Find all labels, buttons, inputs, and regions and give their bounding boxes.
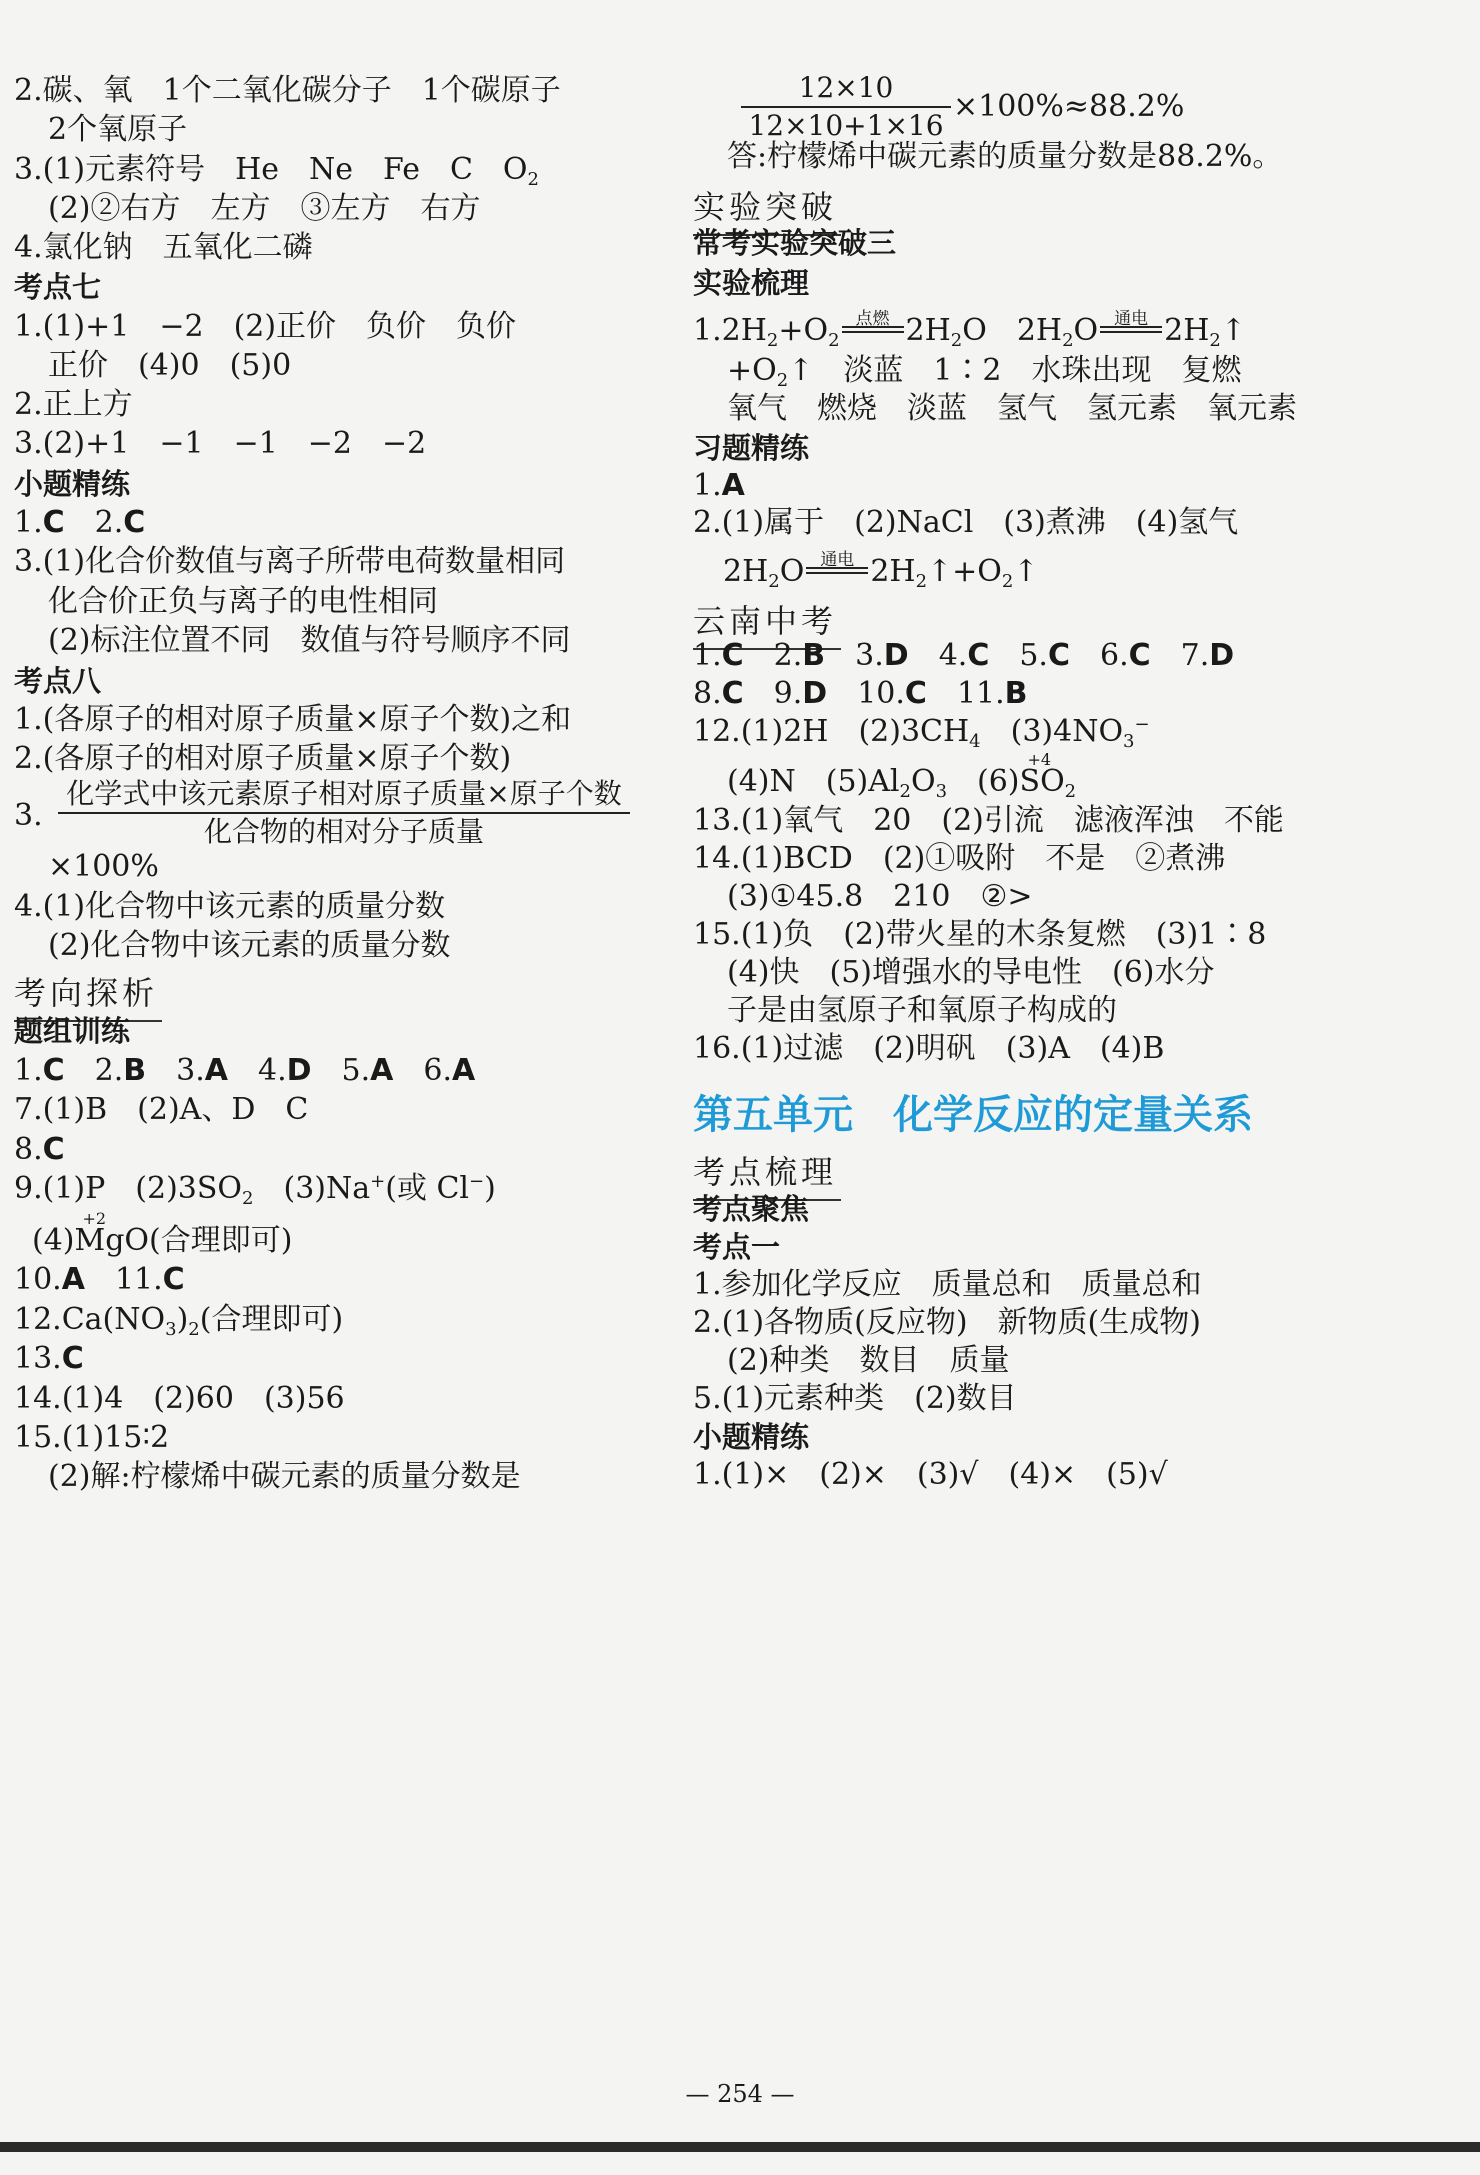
answer-line: 2个氧原子: [48, 112, 188, 147]
subscript: 2: [776, 370, 789, 391]
subscript: 3: [1123, 731, 1135, 752]
fraction-denominator: 化合物的相对分子质量: [203, 815, 484, 848]
fraction-denominator: 12×10+1×16: [748, 109, 944, 142]
answer-line: 4.(1)化合物中该元素的质量分数: [14, 889, 446, 924]
item-number: 1.: [14, 505, 43, 540]
choice-answer: C: [904, 676, 927, 711]
section-title-kaoxiang: 考向探析: [14, 968, 162, 1022]
page-number: — 254 —: [685, 2080, 795, 2108]
answer-line: [693, 713, 1150, 751]
answer-line: [14, 1340, 84, 1378]
item-number: 6.: [1100, 638, 1129, 673]
answer-text: (3)Na: [253, 1171, 371, 1206]
item-number: 7.: [1180, 638, 1210, 673]
subscript: 2: [768, 571, 780, 592]
answer-text: 1.2H: [693, 313, 767, 348]
subscript: 2: [1062, 330, 1074, 351]
item-number: 8.: [693, 676, 722, 711]
answer-text: 9.(1)P (2)3SO: [14, 1171, 243, 1206]
choice-answer: D: [802, 676, 828, 711]
answer-text: (6): [947, 764, 1020, 799]
answer-text: (或 Cl: [385, 1171, 470, 1206]
mass-fraction-formula: [58, 776, 630, 850]
reaction-arrow: [842, 309, 904, 336]
heading-practice: 小题精练: [693, 1420, 810, 1454]
valence-value: +2: [82, 1209, 107, 1228]
answer-line: 化合价正负与离子的电性相同: [48, 584, 438, 619]
answer-line: [14, 1131, 65, 1169]
answer-text: 2H: [870, 554, 916, 589]
item-number: 1.: [693, 638, 722, 673]
subscript: 2: [1064, 781, 1077, 802]
choice-answer: A: [204, 1053, 228, 1088]
answer-line: 氧气 燃烧 淡蓝 氢气 氢元素 氧元素: [727, 391, 1297, 426]
choice-answer-row: [14, 1261, 185, 1299]
answer-line: 2.正上方: [14, 387, 133, 422]
answer-line: 1.(1)× (2)× (3)√ (4)× (5)√: [693, 1457, 1168, 1492]
answer-line: 2.(1)各物质(反应物) 新物质(生成物): [693, 1305, 1201, 1340]
item-number: 3.: [176, 1053, 205, 1088]
superscript: +: [370, 1171, 386, 1192]
answer-text: 2H: [723, 554, 769, 589]
answer-text: O: [779, 554, 805, 589]
answer-line: [727, 750, 1077, 802]
answer-line: 子是由氢原子和氧原子构成的: [727, 993, 1117, 1028]
item-number: 10.: [14, 1262, 62, 1297]
choice-answer: C: [123, 505, 146, 540]
answer-line: 答:柠檬烯中碳元素的质量分数是88.2%。: [727, 139, 1283, 174]
item-number: 5.: [341, 1053, 371, 1088]
answer-line: 3.(2)+1 −1 −1 −2 −2: [14, 426, 427, 461]
item-number: 3.: [855, 638, 884, 673]
choice-answer: C: [1047, 638, 1070, 673]
reaction-condition: 通电: [1114, 309, 1149, 329]
valence-mark: [74, 1209, 293, 1260]
answer-line: 14.(1)BCD (2)①吸附 不是 ②煮沸: [693, 841, 1226, 876]
heading-exercise: 习题精练: [693, 431, 810, 465]
answer-text: ↑+O: [927, 554, 1002, 589]
answer-line: [14, 504, 145, 542]
item-number: 9.: [773, 676, 803, 711]
answer-text: ): [484, 1171, 496, 1206]
answer-line: (2)②右方 左方 ③左方 右方: [48, 191, 481, 226]
answer-line: 13.(1)氧气 20 (2)引流 滤液浑浊 不能: [693, 803, 1284, 838]
answer-line: 1.参加化学反应 质量总和 质量总和: [693, 1267, 1202, 1302]
answer-line: [727, 352, 1242, 390]
answer-line: [693, 467, 745, 505]
answer-line: 2.(1)属于 (2)NaCl (3)煮沸 (4)氢气: [693, 505, 1239, 540]
answer-line: 2.(各原子的相对原子质量×原子个数): [14, 741, 512, 776]
item-number: 1.: [693, 468, 722, 503]
choice-answer-row: [693, 637, 1234, 675]
item-number: 2.: [94, 505, 124, 540]
subscript: 3: [935, 781, 948, 802]
answer-line: 15.(1)负 (2)带火星的木条复燃 (3)1∶8: [693, 917, 1267, 952]
section-title-experiment: 实验突破: [693, 182, 841, 236]
answer-line: [32, 1209, 293, 1260]
answer-text: O 2H: [962, 313, 1063, 348]
item-number: 3.: [14, 798, 43, 833]
answer-line: (2)化合物中该元素的质量分数: [48, 928, 451, 963]
subscript: 2: [915, 571, 928, 592]
choice-answer: C: [162, 1262, 185, 1297]
choice-answer: C: [721, 638, 744, 673]
answer-line: (2)解:柠檬烯中碳元素的质量分数是: [48, 1459, 521, 1494]
subscript: 2: [527, 169, 539, 190]
choice-answer: C: [61, 1341, 84, 1376]
choice-answer-row: [693, 675, 1028, 713]
answer-text: O: [1073, 313, 1099, 348]
calc-fraction: [741, 70, 951, 144]
subscript: 2: [828, 330, 840, 351]
section-title-yunnan: 云南中考: [693, 596, 841, 650]
item-number: 6.: [423, 1053, 452, 1088]
unit-title: 第五单元 化学反应的定量关系: [693, 1091, 1253, 1138]
answer-line: 2.碳、氧 1个二氧化碳分子 1个碳原子: [14, 73, 561, 108]
item-number: 11.: [956, 676, 1005, 711]
answer-line: 4.氯化钠 五氧化二磷: [14, 230, 313, 265]
answer-text: ↑ 淡蓝 1∶2 水珠出现 复燃: [788, 353, 1242, 388]
answer-text: ↑: [1013, 554, 1039, 589]
choice-answer: D: [1209, 638, 1235, 673]
superscript: −: [469, 1171, 485, 1192]
subscript: 2: [242, 1188, 254, 1209]
section-title-kaodian: 考点梳理: [693, 1147, 841, 1201]
answer-line: 14.(1)4 (2)60 (3)56: [14, 1381, 345, 1416]
choice-answer: A: [61, 1262, 85, 1297]
answer-text: +O: [727, 353, 777, 388]
choice-answer: D: [286, 1053, 312, 1088]
reaction-condition: 通电: [820, 550, 855, 570]
choice-answer: C: [1128, 638, 1151, 673]
equation-line: [723, 550, 1039, 592]
item-number: 13.: [14, 1341, 62, 1376]
answer-line: [14, 1301, 343, 1339]
answer-text: 3.(1)元素符号 He Ne Fe C O: [14, 152, 528, 187]
choice-answer-row: [14, 1052, 475, 1090]
subscript: 4: [969, 731, 981, 752]
item-number: 2.: [94, 1053, 124, 1088]
equation-line: [693, 309, 1246, 351]
answer-line: 15.(1)15∶2: [14, 1420, 170, 1455]
choice-answer: C: [721, 676, 744, 711]
item-number: 4.: [938, 638, 968, 673]
reaction-condition: 点燃: [855, 309, 890, 329]
answer-text: 12.Ca(NO: [14, 1302, 166, 1337]
answer-text: (3)4NO: [980, 714, 1124, 749]
item-number: 4.: [258, 1053, 287, 1088]
choice-answer: D: [883, 638, 909, 673]
answer-line: (4)快 (5)增强水的导电性 (6)水分: [727, 955, 1215, 990]
item-number: 1.: [14, 1053, 43, 1088]
item-number: 8.: [14, 1132, 43, 1167]
choice-answer: C: [967, 638, 990, 673]
subscript: 2: [766, 330, 779, 351]
answer-line: ×100%: [48, 849, 159, 884]
superscript: −: [1134, 714, 1150, 735]
item-number: 11.: [114, 1262, 163, 1297]
heading-experiment-3: 常考实验突破三: [693, 226, 897, 260]
reaction-arrow: [806, 550, 868, 577]
choice-answer: C: [42, 1053, 65, 1088]
choice-answer: B: [802, 638, 826, 673]
answer-text: (4)N (5)Al: [727, 764, 900, 799]
answer-text: +O: [778, 313, 829, 348]
answer-line: 1.(1)+1 −2 (2)正价 负价 负价: [14, 309, 517, 344]
answer-text: 2H: [905, 313, 951, 348]
item-number: 5.: [1019, 638, 1048, 673]
item-number: 2.: [773, 638, 803, 673]
answer-line: ×100%≈88.2%: [953, 89, 1185, 124]
choice-answer: B: [1004, 676, 1028, 711]
answer-line: (2)种类 数目 质量: [727, 1343, 1010, 1378]
heading-group-training: 题组训练: [14, 1014, 131, 1048]
choice-answer: A: [721, 468, 745, 503]
subscript: 2: [1209, 330, 1221, 351]
fraction-numerator: 12×10: [798, 71, 894, 104]
choice-answer: A: [452, 1053, 476, 1088]
fraction-numerator: 化学式中该元素原子相对原子质量×原子个数: [66, 777, 622, 810]
subscript: 2: [950, 330, 963, 351]
heading-focus: 考点聚焦: [693, 1192, 810, 1226]
answer-text: ↑: [1220, 313, 1246, 348]
heading-kaodian-8: 考点八: [14, 664, 102, 698]
answer-line: (3)①45.8 210 ②>: [727, 879, 1033, 914]
answer-line: 16.(1)过滤 (2)明矾 (3)A (4)B: [693, 1031, 1165, 1066]
valence-value: +4: [1027, 750, 1052, 769]
answer-text: 2H: [1164, 313, 1210, 348]
answer-line: 5.(1)元素种类 (2)数目: [693, 1381, 1017, 1416]
heading-practice: 小题精练: [14, 467, 131, 501]
answer-text: ): [176, 1302, 189, 1337]
answer-text: MgO(合理即可): [74, 1223, 293, 1258]
answer-line: [14, 151, 539, 189]
answer-text: (合理即可): [199, 1302, 344, 1337]
reaction-arrow: [1100, 309, 1162, 336]
answer-line: 1.(各原子的相对原子质量×原子个数)之和: [14, 702, 572, 737]
answer-text: 12.(1)2H (2)3CH: [693, 714, 970, 749]
answer-line: (2)标注位置不同 数值与符号顺序不同: [48, 623, 571, 658]
answer-line: 7.(1)B (2)A、D C: [14, 1092, 309, 1127]
choice-answer: C: [42, 505, 65, 540]
choice-answer: A: [370, 1053, 394, 1088]
answer-text: O: [910, 764, 936, 799]
bottom-rule: [0, 2142, 1480, 2152]
subscript: 2: [188, 1319, 200, 1340]
subscript: 3: [165, 1319, 177, 1340]
answer-line: 正价 (4)0 (5)0: [48, 348, 292, 383]
answer-text: SO: [1019, 764, 1065, 799]
choice-answer: C: [42, 1132, 65, 1167]
answer-line: 3.(1)化合价数值与离子所带电荷数量相同: [14, 544, 566, 579]
heading-kaodian-1: 考点一: [693, 1230, 781, 1264]
item-number: 10.: [857, 676, 905, 711]
heading-experiment-review: 实验梳理: [693, 266, 810, 300]
subscript: 2: [899, 781, 911, 802]
valence-mark: [1019, 750, 1065, 801]
heading-kaodian-7: 考点七: [14, 270, 102, 304]
choice-answer: B: [123, 1053, 147, 1088]
answer-text: (4): [32, 1223, 75, 1258]
subscript: 2: [1001, 571, 1014, 592]
